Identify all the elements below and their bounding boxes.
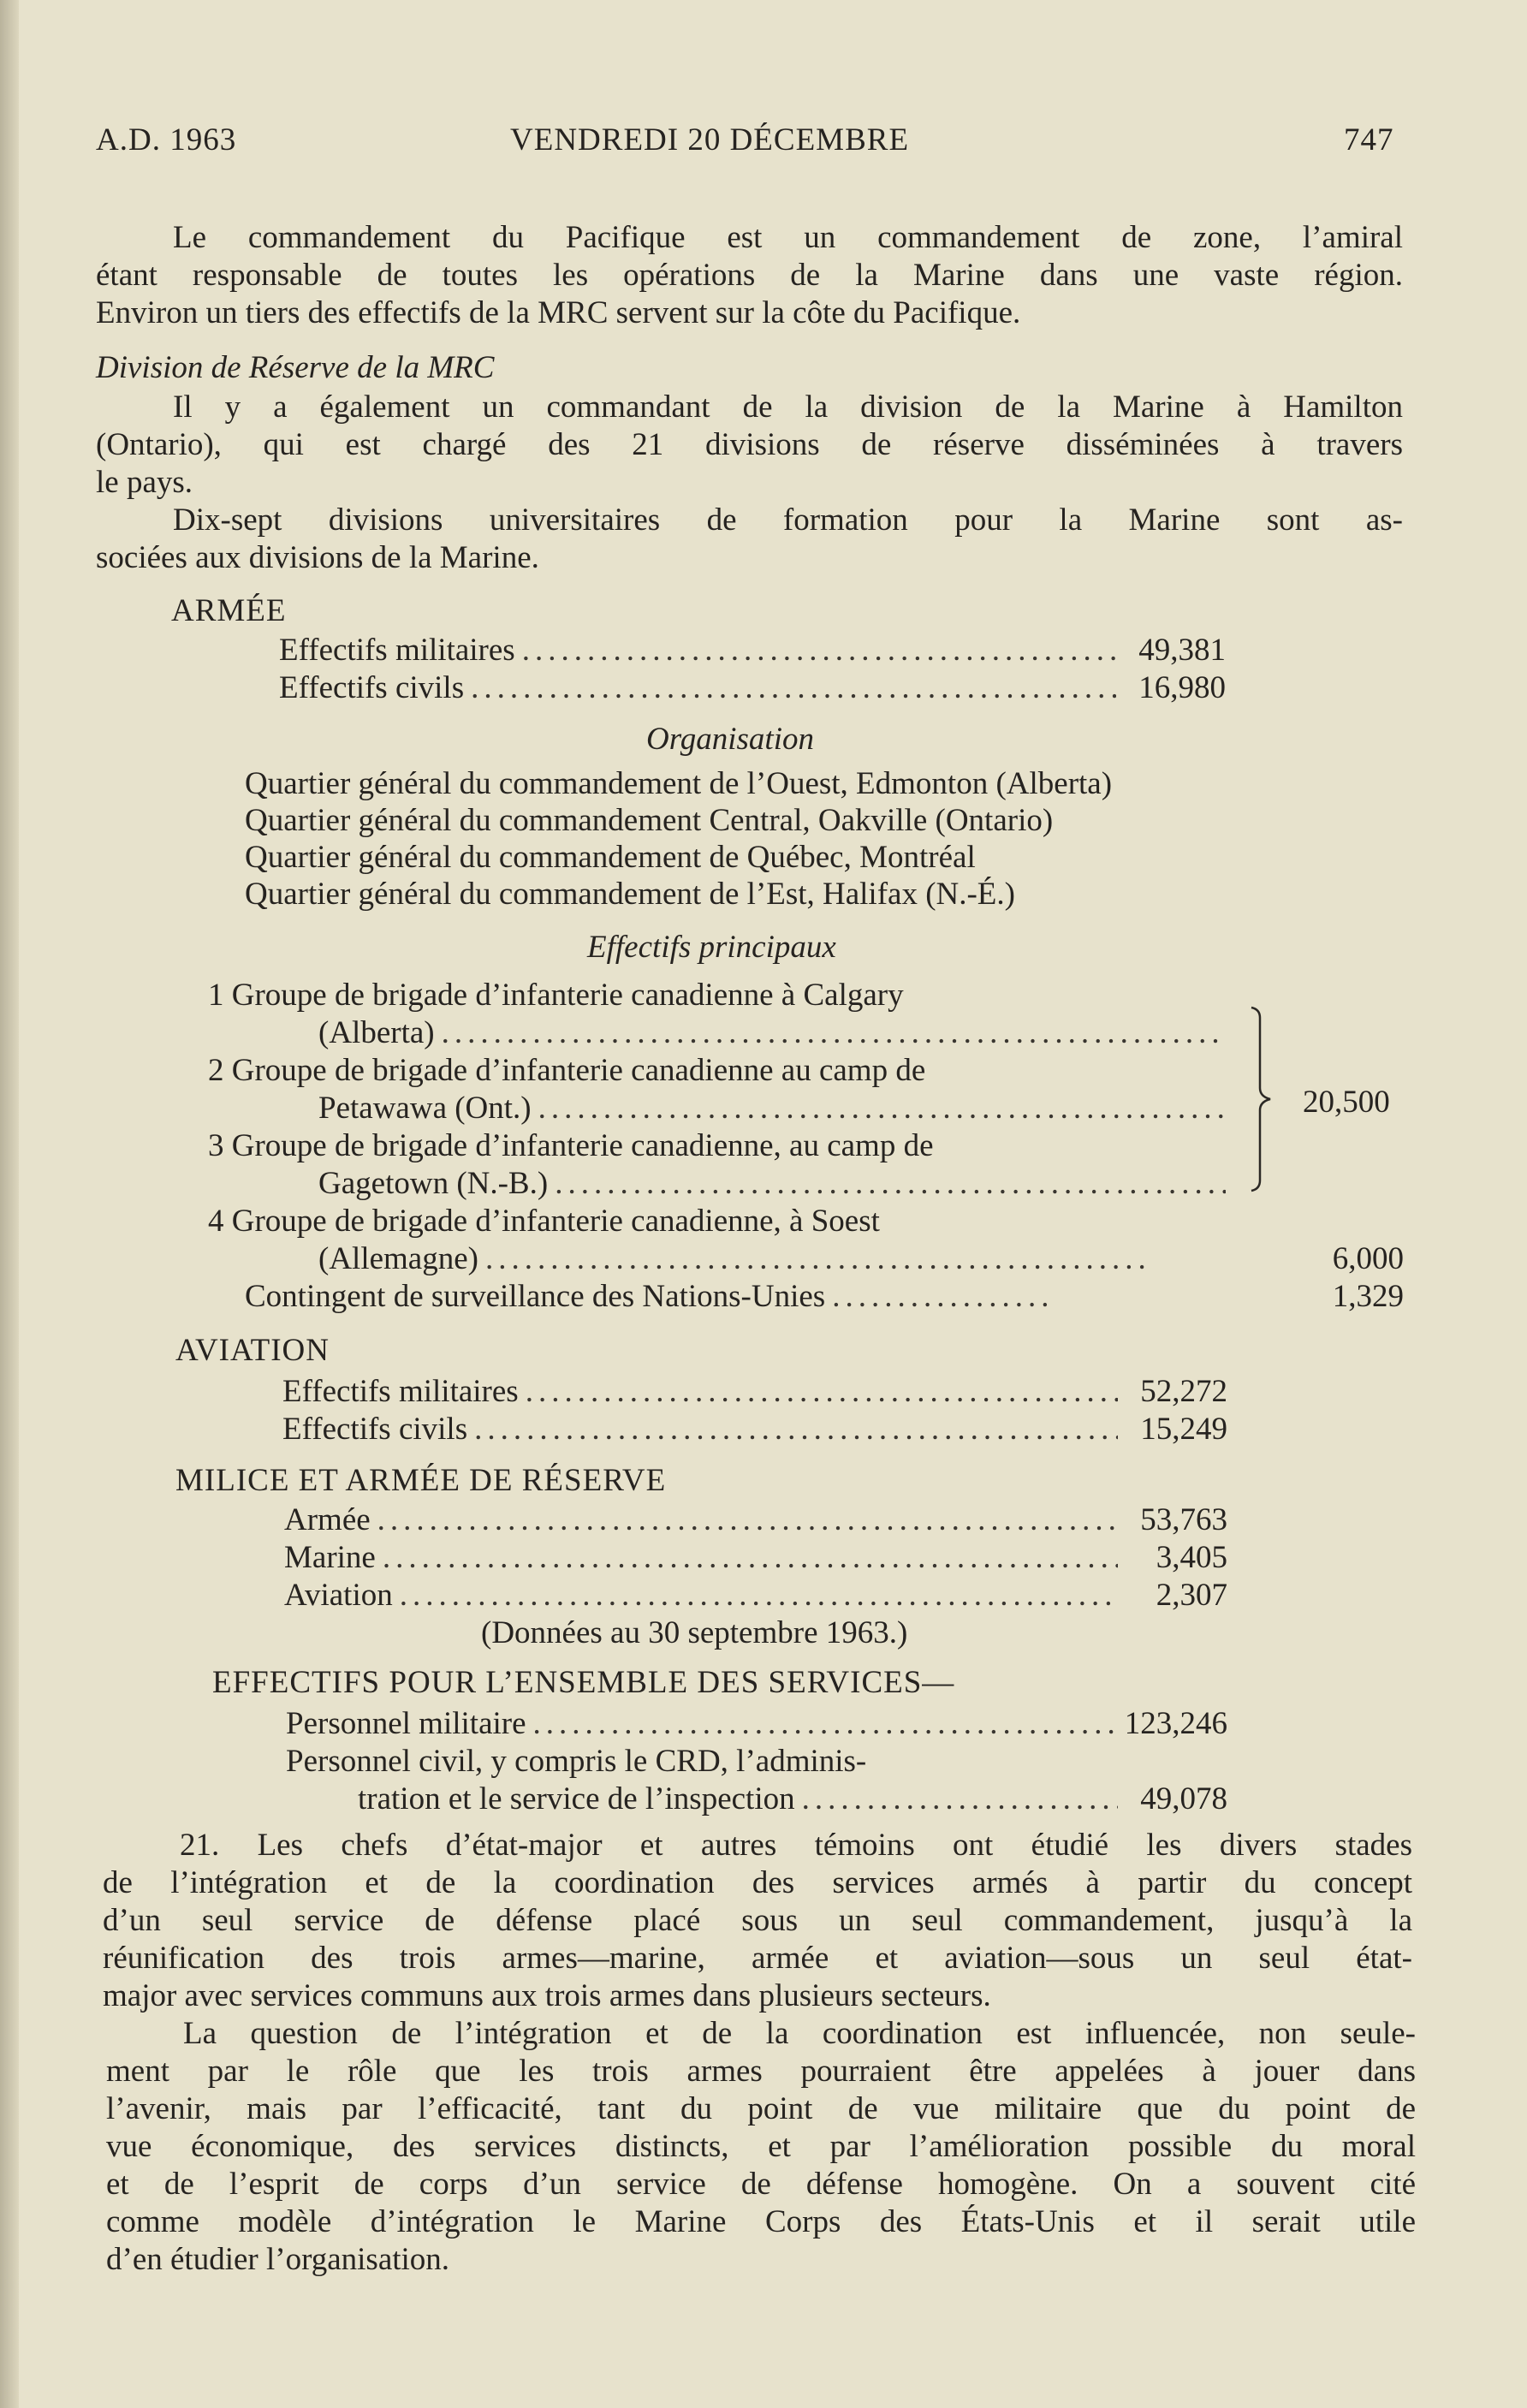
text-line: le pays. bbox=[96, 465, 193, 500]
row-value: 16,980 bbox=[1138, 670, 1226, 705]
text-line: de l’intégration et de la coordination des services armés à partir du concept bbox=[103, 1865, 1412, 1900]
dot-leader bbox=[383, 1539, 1118, 1576]
brigade-2-line1: 2 Groupe de brigade d’infanterie canadienne au camp de bbox=[208, 1053, 926, 1088]
milice-date-note: (Données au 30 septembre 1963.) bbox=[481, 1615, 908, 1650]
row-label: Effectifs civils bbox=[282, 1412, 468, 1447]
organisation-title: Organisation bbox=[646, 722, 814, 757]
paragraph-21 bbox=[103, 1827, 1412, 2015]
row-label: Effectifs civils bbox=[279, 670, 465, 705]
row-value: 15,249 bbox=[1140, 1412, 1227, 1447]
brigades-group-total: 20,500 bbox=[1303, 1085, 1390, 1120]
organisation-item: Quartier général du commandement Central, Oakville (Ontario) bbox=[245, 803, 1054, 838]
text-line: (Ontario), qui est chargé des 21 divisions de réserve disséminées à travers bbox=[96, 427, 1403, 462]
dot-leader bbox=[485, 1240, 1153, 1277]
row-label: Gagetown (N.-B.) bbox=[318, 1166, 549, 1201]
text-line: Le commandement du Pacifique est un commandement de zone, l’amiral bbox=[173, 220, 1403, 255]
paragraph-22 bbox=[106, 2015, 1416, 2279]
text-line: sociées aux divisions de la Marine. bbox=[96, 540, 539, 575]
organisation-item: Quartier général du commandement de Québec, Montréal bbox=[245, 840, 976, 875]
row-label: tration et le service de l’inspection bbox=[358, 1781, 795, 1816]
row-value: 2,307 bbox=[1156, 1578, 1227, 1613]
row-value: 49,078 bbox=[1140, 1781, 1227, 1816]
reserve-division-title: Division de Réserve de la MRC bbox=[96, 350, 495, 385]
text-line: major avec services communs aux trois armes dans plusieurs secteurs. bbox=[103, 1978, 991, 2013]
text-line: d’en étudier l’organisation. bbox=[106, 2242, 450, 2277]
text-line: d’un seul service de défense placé sous un seul commandement, jusqu’à la bbox=[103, 1903, 1412, 1938]
row-value: 123,246 bbox=[1124, 1706, 1227, 1741]
armee-row-militaires bbox=[279, 632, 1226, 669]
row-value: 49,381 bbox=[1138, 633, 1226, 668]
brigade-3-line1: 3 Groupe de brigade d’infanterie canadienne, au camp de bbox=[208, 1128, 934, 1163]
page-number: 747 bbox=[1344, 122, 1394, 158]
dot-leader bbox=[555, 1165, 1226, 1202]
principaux-title: Effectifs principaux bbox=[587, 930, 836, 965]
organisation-item: Quartier général du commandement de l’Est, Halifax (N.-É.) bbox=[245, 877, 1015, 912]
ensemble-civil-line1: Personnel civil, y compris le CRD, l’adminis- bbox=[286, 1744, 867, 1779]
dot-leader bbox=[832, 1278, 1055, 1315]
text-line: vue économique, des services distincts, et par l’amélioration possible du moral bbox=[106, 2129, 1416, 2164]
milice-row-marine bbox=[284, 1539, 1227, 1576]
dot-leader bbox=[474, 1411, 1118, 1448]
row-value: 52,272 bbox=[1140, 1374, 1227, 1409]
brigade-4-line1: 4 Groupe de brigade d’infanterie canadienne, à Soest bbox=[208, 1204, 880, 1239]
dot-leader bbox=[377, 1501, 1118, 1538]
row-label: Effectifs militaires bbox=[282, 1374, 519, 1409]
text-line: étant responsable de toutes les opérations de la Marine dans une vaste région. bbox=[96, 258, 1403, 293]
text-line: La question de l’intégration et de la coordination est influencée, non seule- bbox=[183, 2016, 1416, 2051]
dot-leader bbox=[442, 1014, 1226, 1051]
text-line: et de l’esprit de corps d’un service de défense homogène. On a souvent cité bbox=[106, 2167, 1416, 2202]
text-line: Il y a également un commandant de la division de la Marine à Hamilton bbox=[173, 389, 1403, 425]
row-label: (Alberta) bbox=[318, 1015, 435, 1050]
row-label: Aviation bbox=[284, 1578, 393, 1613]
organisation-item: Quartier général du commandement de l’Ouest, Edmonton (Alberta) bbox=[245, 766, 1113, 801]
page-binding-edge bbox=[0, 0, 19, 2408]
group-brace bbox=[1250, 1006, 1272, 1192]
row-label: Effectifs militaires bbox=[279, 633, 515, 668]
dot-leader bbox=[802, 1781, 1118, 1817]
dot-leader bbox=[538, 1090, 1226, 1127]
brigade-3-line2 bbox=[318, 1165, 1233, 1202]
row-value: 3,405 bbox=[1156, 1540, 1227, 1575]
brigade-1-line1: 1 Groupe de brigade d’infanterie canadienne à Calgary bbox=[208, 978, 904, 1013]
milice-row-armee bbox=[284, 1501, 1227, 1538]
section-title-milice: MILICE ET ARMÉE DE RÉSERVE bbox=[175, 1463, 667, 1498]
row-label: Marine bbox=[284, 1540, 376, 1575]
row-label: (Allemagne) bbox=[318, 1241, 478, 1276]
intro-paragraph bbox=[96, 219, 1403, 332]
row-label: Personnel militaire bbox=[286, 1706, 526, 1741]
section-title-armee: ARMÉE bbox=[171, 593, 287, 628]
dot-leader bbox=[471, 669, 1116, 706]
brigade-1-line2 bbox=[318, 1014, 1233, 1051]
section-title-aviation: AVIATION bbox=[175, 1333, 330, 1368]
row-value: 6,000 bbox=[1332, 1241, 1404, 1276]
row-label: Armée bbox=[284, 1502, 371, 1537]
text-line: Dix-sept divisions universitaires de formation pour la Marine sont as- bbox=[173, 502, 1403, 538]
ensemble-row-militaire bbox=[286, 1705, 1227, 1742]
dot-leader bbox=[526, 1373, 1118, 1410]
header-date: VENDREDI 20 DÉCEMBRE bbox=[510, 122, 910, 158]
dot-leader bbox=[522, 632, 1116, 669]
row-label: Petawawa (Ont.) bbox=[318, 1091, 532, 1126]
brigade-4-line2 bbox=[318, 1240, 1404, 1277]
reserve-paragraph-1 bbox=[96, 389, 1403, 502]
text-line: Environ un tiers des effectifs de la MRC servent sur la côte du Pacifique. bbox=[96, 295, 1021, 330]
row-label: Contingent de surveillance des Nations-Unies bbox=[245, 1279, 826, 1314]
ensemble-row-civil bbox=[358, 1781, 1227, 1817]
milice-row-aviation bbox=[284, 1577, 1227, 1614]
text-line: ment par le rôle que les trois armes pourraient être appelées à jouer dans bbox=[106, 2054, 1416, 2089]
text-line: réunification des trois armes—marine, armée et aviation—sous un seul état- bbox=[103, 1941, 1412, 1976]
row-value: 53,763 bbox=[1140, 1502, 1227, 1537]
header-year: A.D. 1963 bbox=[96, 122, 237, 158]
brigade-2-line2 bbox=[318, 1090, 1233, 1127]
text-line: comme modèle d’intégration le Marine Corps des États-Unis et il serait utile bbox=[106, 2204, 1416, 2239]
text-line: l’avenir, mais par l’efficacité, tant du point de vue militaire que du point de bbox=[106, 2091, 1416, 2126]
row-value: 1,329 bbox=[1332, 1279, 1404, 1314]
aviation-row-militaires bbox=[282, 1373, 1227, 1410]
contingent-row bbox=[245, 1278, 1404, 1315]
text-line: 21. Les chefs d’état-major et autres témoins ont étudié les divers stades bbox=[180, 1828, 1412, 1863]
armee-row-civils bbox=[279, 669, 1226, 706]
dot-leader bbox=[533, 1705, 1118, 1742]
reserve-paragraph-2 bbox=[96, 502, 1403, 577]
section-title-ensemble: EFFECTIFS POUR L’ENSEMBLE DES SERVICES— bbox=[212, 1665, 955, 1700]
dot-leader bbox=[400, 1577, 1118, 1614]
aviation-row-civils bbox=[282, 1411, 1227, 1448]
